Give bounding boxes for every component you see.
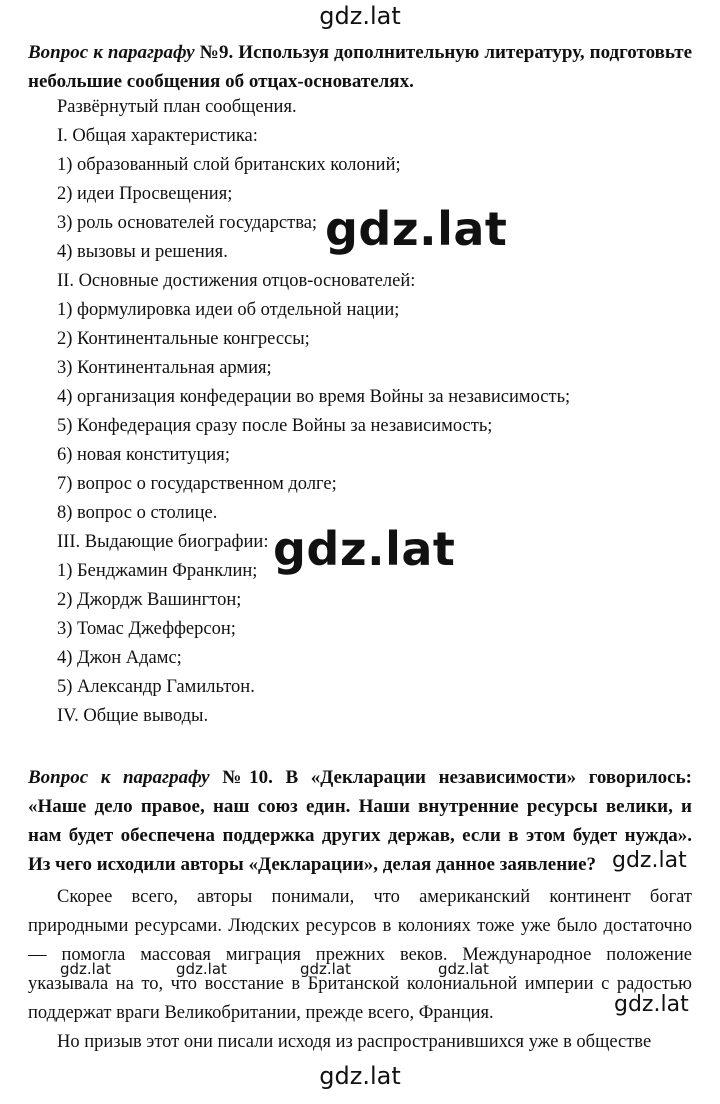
plan-item: 8) вопрос о столице.: [57, 503, 218, 523]
question-9-prefix: Вопрос к параграфу: [28, 42, 195, 63]
plan-item: 4) организация конфедерации во время Войны за независимость;: [57, 387, 571, 407]
plan-item: I. Общая характеристика:: [57, 126, 258, 146]
plan-item: 1) формулировка идеи об отдельной нации;: [57, 300, 400, 320]
plan-item: 2) Континентальные конгрессы;: [57, 329, 310, 349]
plan-item: IV. Общие выводы.: [57, 706, 209, 726]
watermark-medium: gdz.lat: [612, 848, 687, 873]
watermark-large: gdz.lat: [273, 522, 456, 576]
question-9-text: №9. Используя дополнительную литературу, подготовьте небольшие сообщения об отцах-основателях.: [28, 42, 693, 92]
plan-item: 3) Томас Джефферсон;: [57, 619, 236, 639]
plan-item: 3) роль основателей государства;: [57, 213, 318, 233]
watermark-top: gdz.lat: [319, 2, 401, 30]
plan-item: 2) идеи Просвещения;: [57, 184, 233, 204]
answer-10-paragraph: Но призыв этот они писали исходя из распространившихся уже в обществе: [57, 1032, 652, 1052]
plan-item: 6) новая конституция;: [57, 445, 230, 465]
watermark-small: gdz.lat: [60, 960, 111, 978]
plan-item: Развёрнутый план сообщения.: [57, 97, 297, 117]
plan-item: 1) Бенджамин Франклин;: [57, 561, 258, 581]
plan-item: III. Выдающие биографии:: [57, 532, 269, 552]
answer-10-paragraph: Скорее всего, авторы понимали, что американский континент богат природными ресурсами. Людских ресурсов в колониях тоже уже было достаточно — помогла массовая миграция прежних веков. Международное положение указывала на то, что восстание в Британской колониальной империи с радостью поддержат враги Великобритании, прежде всего, Франция.: [28, 887, 692, 1023]
watermark-small: gdz.lat: [176, 960, 227, 978]
question-10-text: №10. В «Декларации независимости» говорилось: «Наше дело правое, наш союз един. Наши внутренние ресурсы велики, и нам будет обеспечена поддержка других держав, если в этом будет нужда». Из чего исходили авторы «Декларации», делая данное заявление?: [28, 767, 692, 875]
plan-item: 7) вопрос о государственном долге;: [57, 474, 337, 494]
plan-item: 4) Джон Адамс;: [57, 648, 182, 668]
plan-item: II. Основные достижения отцов-основателей:: [57, 271, 416, 291]
question-10-prefix: Вопрос к параграфу: [28, 767, 210, 788]
watermark-large: gdz.lat: [325, 202, 508, 256]
plan-item: 1) образованный слой британских колоний;: [57, 155, 401, 175]
plan-item: 2) Джордж Вашингтон;: [57, 590, 242, 610]
plan-item: 5) Конфедерация сразу после Войны за независимость;: [57, 416, 493, 436]
watermark-small: gdz.lat: [300, 960, 351, 978]
question-10-heading: [28, 763, 692, 879]
watermark-bottom: gdz.lat: [319, 1062, 401, 1090]
plan-item: 5) Александр Гамильтон.: [57, 677, 255, 697]
plan-item: 4) вызовы и решения.: [57, 242, 228, 262]
watermark-small: gdz.lat: [438, 960, 489, 978]
question-9-heading: [28, 38, 692, 96]
watermark-medium: gdz.lat: [614, 992, 689, 1017]
plan-item: 3) Континентальная армия;: [57, 358, 272, 378]
